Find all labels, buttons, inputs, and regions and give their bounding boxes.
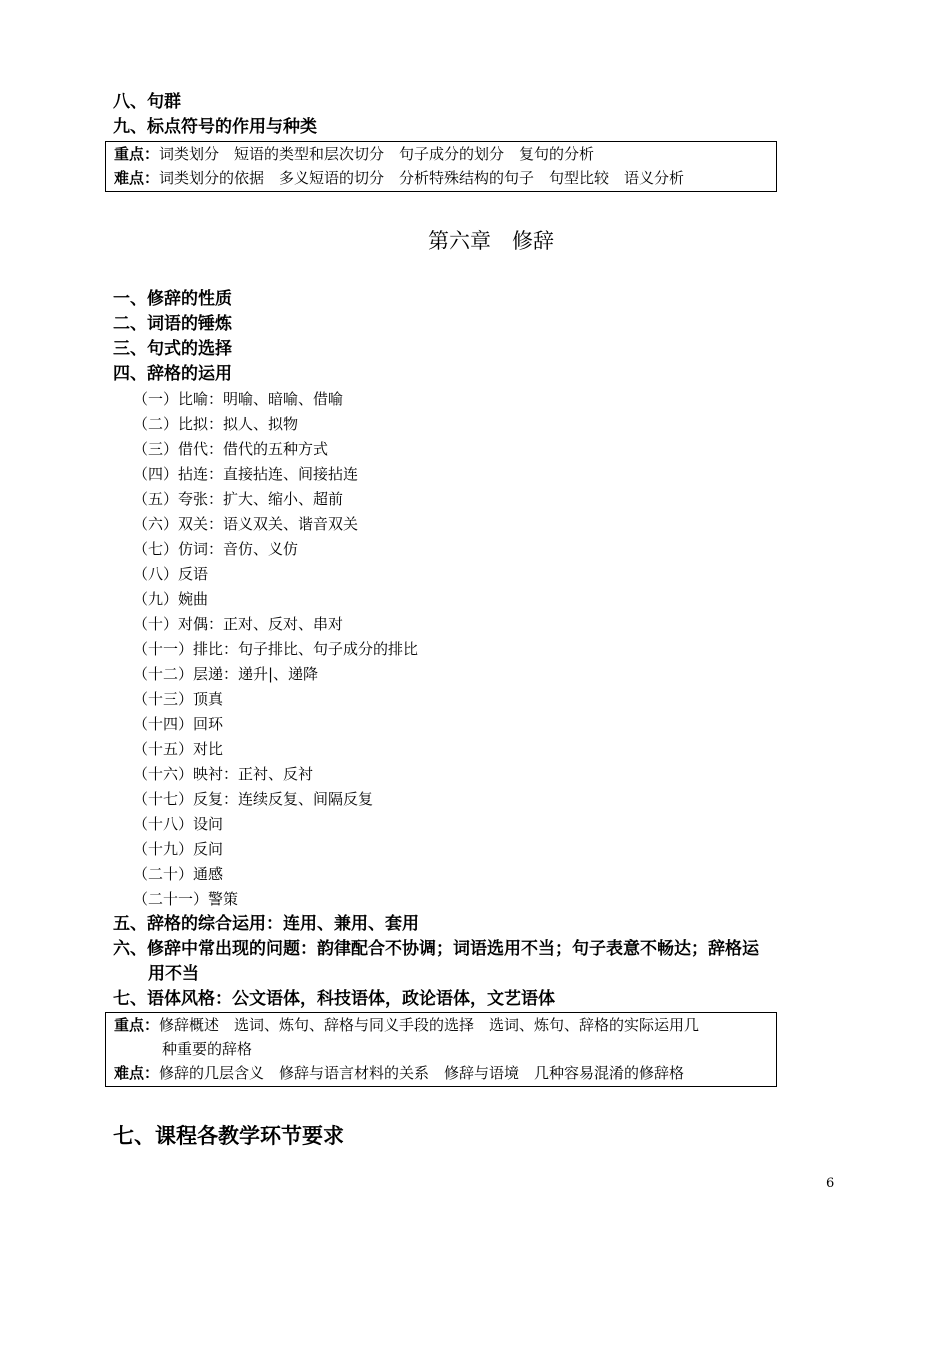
figure-item: （二十一）警策 <box>133 890 239 908</box>
figure-item: （十二）层递：递升|、递降 <box>133 665 319 683</box>
key-label: 重点： <box>114 1016 160 1034</box>
difficult-label: 难点： <box>114 1064 160 1082</box>
section-6-line-1: 六、修辞中常出现的问题：韵律配合不协调；词语选用不当；句子表意不畅达；辞格运 <box>113 939 759 959</box>
figure-item: （十）对偶：正对、反对、串对 <box>133 615 344 633</box>
figure-item: （十六）映衬：正衬、反衬 <box>133 765 314 783</box>
figure-item: （十九）反问 <box>133 840 224 858</box>
figure-item: （十一）排比：句子排比、句子成分的排比 <box>133 640 419 658</box>
heading-9: 九、标点符号的作用与种类 <box>113 117 317 137</box>
key-text: 词类划分 短语的类型和层次切分 句子成分的划分 复句的分析 <box>159 145 595 163</box>
key-text-2: 种重要的辞格 <box>162 1040 253 1058</box>
difficult-text: 修辞的几层含义 修辞与语言材料的关系 修辞与语境 几种容易混淆的修辞格 <box>159 1064 685 1082</box>
page-number: 6 <box>826 1176 835 1191</box>
difficult-points-row <box>114 1061 768 1085</box>
figure-item: （六）双关：语义双关、谐音双关 <box>133 515 359 533</box>
course-section-heading: 七、课程各教学环节要求 <box>113 1124 344 1148</box>
figure-item: （三）借代：借代的五种方式 <box>133 440 329 458</box>
section-6 <box>113 937 759 987</box>
heading-8: 八、句群 <box>113 92 181 112</box>
figure-item: （五）夸张：扩大、缩小、超前 <box>133 490 344 508</box>
figure-item: （二）比拟：拟人、拟物 <box>133 415 299 433</box>
figure-item: （十五）对比 <box>133 740 224 758</box>
key-points-row-continued <box>114 1037 768 1061</box>
section-6-line-2: 用不当 <box>148 964 199 984</box>
key-text-1: 修辞概述 选词、炼句、辞格与同义手段的选择 选词、炼句、辞格的实际运用几 <box>159 1016 700 1034</box>
figure-item: （二十）通感 <box>133 865 224 883</box>
figure-item: （十三）顶真 <box>133 690 224 708</box>
figure-item: （十七）反复：连续反复、间隔反复 <box>133 790 374 808</box>
section-7: 七、语体风格：公文语体，科技语体，政论语体，文艺语体 <box>113 989 555 1009</box>
key-points-row <box>114 142 768 166</box>
figure-item: （十八）设问 <box>133 815 224 833</box>
section-4: 四、辞格的运用 <box>113 364 232 384</box>
figure-item: （七）仿词：音仿、义仿 <box>133 540 299 558</box>
section-1: 一、修辞的性质 <box>113 289 232 309</box>
figure-item: （十四）回环 <box>133 715 224 733</box>
section-5: 五、辞格的综合运用：连用、兼用、套用 <box>113 914 419 934</box>
key-points-box-ch6 <box>105 1012 777 1087</box>
chapter-title: 第六章 修辞 <box>428 229 554 253</box>
section-3: 三、句式的选择 <box>113 339 232 359</box>
difficult-label: 难点： <box>114 169 160 187</box>
difficult-points-row <box>114 166 768 190</box>
difficult-text: 词类划分的依据 多义短语的切分 分析特殊结构的句子 句型比较 语义分析 <box>159 169 685 187</box>
key-label: 重点： <box>114 145 160 163</box>
section-2: 二、词语的锤炼 <box>113 314 232 334</box>
figure-item: （四）拈连：直接拈连、间接拈连 <box>133 465 359 483</box>
figure-item: （八）反语 <box>133 565 209 583</box>
key-points-box-ch5 <box>105 141 777 192</box>
key-points-row <box>114 1013 768 1037</box>
figure-item: （九）婉曲 <box>133 590 209 608</box>
figure-item: （一）比喻：明喻、暗喻、借喻 <box>133 390 344 408</box>
